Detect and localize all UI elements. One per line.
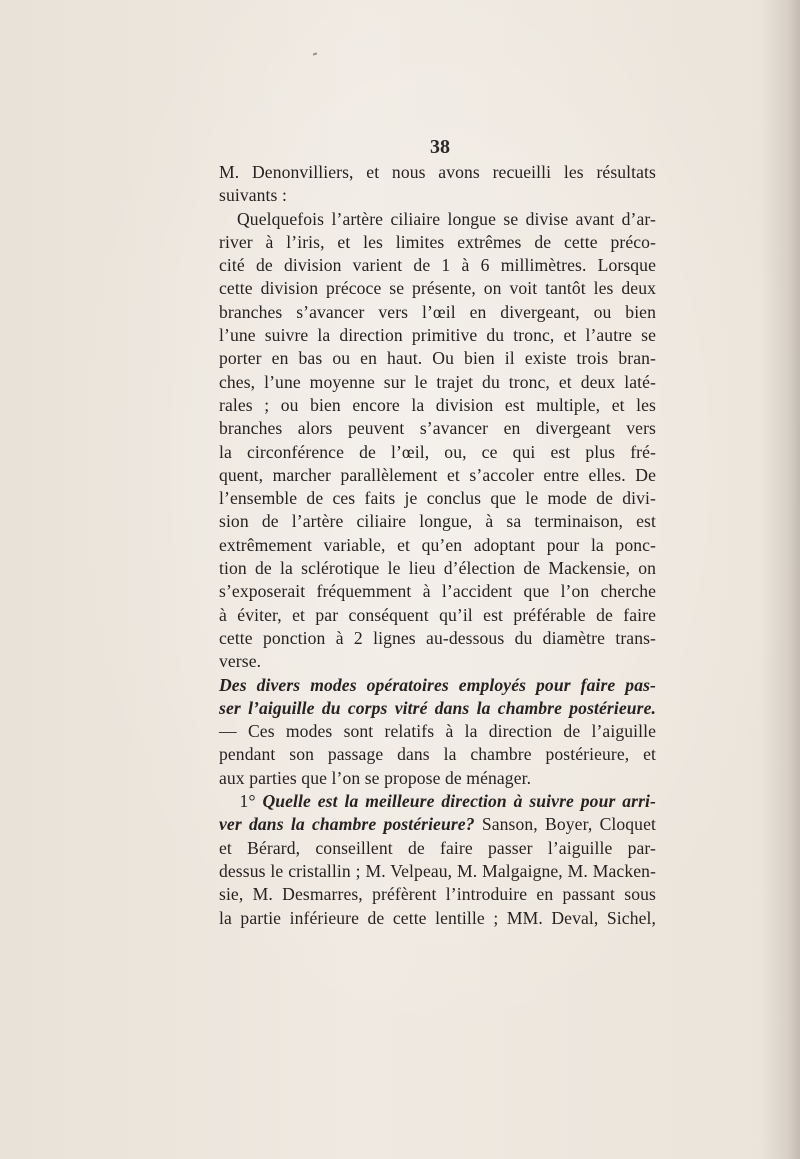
text-line: verse.	[219, 651, 262, 672]
text-line: quent, marcher parallèlement et s’accoler entre elles. De	[219, 464, 656, 485]
question-number: 1°	[219, 791, 263, 812]
ink-speck	[313, 52, 317, 55]
text-line: — Ces modes sont relatifs à la direction de l’aiguille	[219, 721, 656, 742]
text-line: tion de la sclérotique le lieu d’élection de Mackensie, on	[219, 558, 656, 579]
text-line: suivants :	[219, 185, 287, 206]
text-line: sie, M. Desmarres, préfèrent l’introduire en passant sous	[219, 884, 656, 905]
text-line: M. Denonvilliers, et nous avons recueilli les résultats	[219, 162, 656, 182]
text-line: s’exposerait fréquemment à l’accident que l’on cherche	[219, 581, 656, 602]
text-line: Quelquefois l’artère ciliaire longue se divise avant d’ar-	[237, 208, 656, 229]
text-line: dessus le cristallin ; M. Velpeau, M. Malgaigne, M. Macken-	[219, 860, 656, 881]
section-heading-line: Des divers modes opératoires employés pour faire pas-	[219, 674, 656, 695]
text-line: et Bérard, conseillent de faire passer l’aiguille par-	[219, 837, 656, 858]
text-line: sion de l’artère ciliaire longue, à sa terminaison, est	[219, 511, 656, 532]
text-line: rales ; ou bien encore la division est multiple, et les	[219, 394, 656, 415]
text-line: pendant son passage dans la chambre postérieure, et	[219, 744, 656, 765]
text-line: branches s’avancer vers l’œil en divergeant, ou bien	[219, 301, 656, 322]
question-italic-text: Quelle est la meilleure direction à suivre pour arri-	[262, 791, 656, 812]
text-line: l’ensemble de ces faits je conclus que le mode de divi-	[219, 488, 656, 509]
page-number: 38	[430, 136, 450, 158]
text-line: extrêmement variable, et qu’en adoptant pour la ponc-	[219, 534, 656, 555]
text-line: à éviter, et par conséquent qu’il est préférable de faire	[219, 604, 656, 625]
question-line	[219, 813, 656, 836]
text-line: cité de division varient de 1 à 6 millimètres. Lorsque	[219, 255, 656, 276]
text-line: ches, l’une moyenne sur le trajet du tronc, et deux laté-	[219, 371, 656, 392]
text-line: la circonférence de l’œil, ou, ce qui est plus fré-	[219, 441, 656, 462]
page-edge-shadow	[760, 0, 800, 1159]
question-italic-text: ver dans la chambre postérieure?	[219, 814, 475, 835]
section-heading-line: ser l’aiguille du corps vitré dans la chambre postérieure.	[219, 697, 656, 718]
text-line: river à l’iris, et les limites extrêmes de cette préco-	[219, 231, 656, 252]
text-line: cette ponction à 2 lignes au-dessous du diamètre trans-	[219, 627, 656, 648]
text-line: cette division précoce se présente, on voit tantôt les deux	[219, 278, 656, 299]
text-run: Sanson, Boyer, Cloquet	[474, 814, 656, 835]
text-line: aux parties que l’on se propose de ménager.	[219, 767, 532, 788]
text-line: la partie inférieure de cette lentille ; MM. Deval, Sichel,	[219, 907, 656, 928]
body-text	[219, 161, 656, 930]
text-line: l’une suivre la direction primitive du tronc, et l’autre se	[219, 325, 656, 346]
question-line	[219, 790, 656, 813]
text-line: branches alors peuvent s’avancer en divergeant vers	[219, 418, 656, 439]
text-line: porter en bas ou en haut. Ou bien il existe trois bran-	[219, 348, 656, 369]
